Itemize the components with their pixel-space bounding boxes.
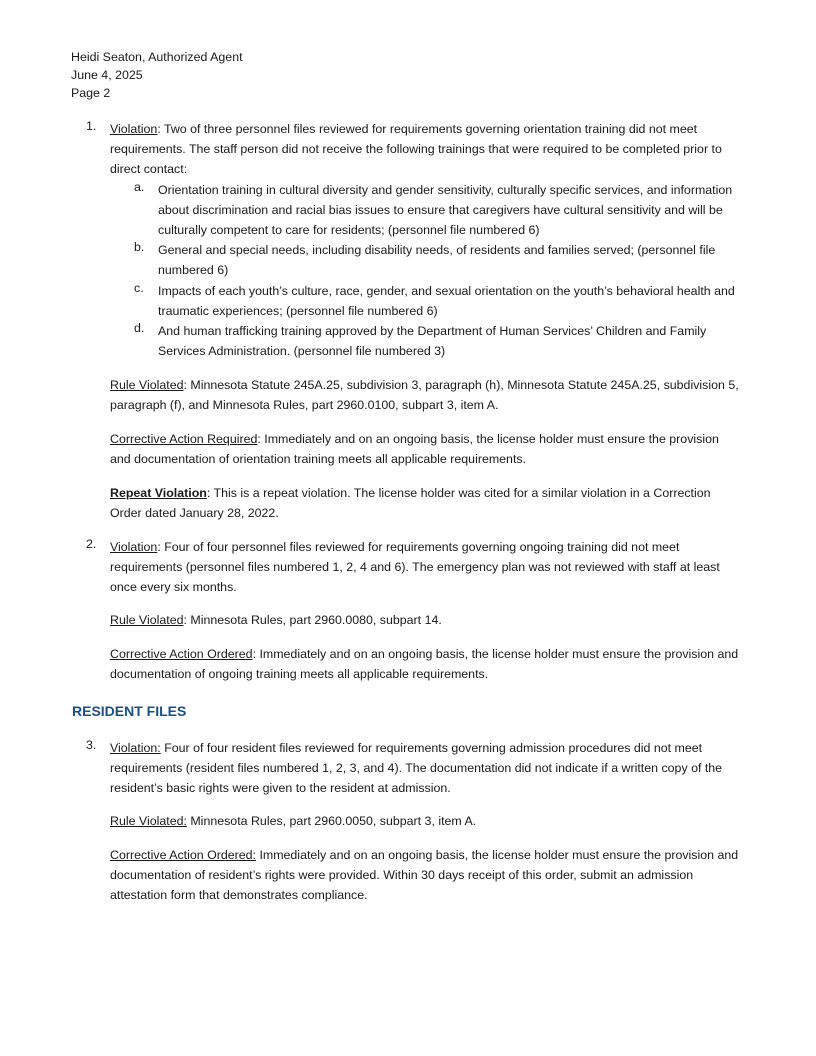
section-heading-resident-files: RESIDENT FILES — [72, 703, 187, 719]
subitem-text: General and special needs, including disability needs, of residents and families served; (personnel file numbered 6) — [158, 243, 716, 278]
violation-label: Violation — [110, 122, 158, 136]
rule-violated-paragraph — [110, 610, 742, 630]
subitem-letter: d. — [134, 321, 145, 335]
page-number: Page 2 — [71, 86, 111, 100]
rule-label: Rule Violated — [110, 378, 184, 392]
corrective-text: : Immediately and on an ongoing basis, the license holder must ensure the provision and documentation of orientation training meets all applicable requirements. — [110, 432, 719, 467]
rule-text: Minnesota Rules, part 2960.0050, subpart 3, item A. — [186, 814, 477, 828]
corrective-label: Corrective Action Ordered: — [110, 848, 256, 862]
corrective-label: Corrective Action Required — [110, 432, 258, 446]
letter-header — [71, 48, 243, 102]
repeat-label: Repeat Violation — [110, 486, 207, 500]
violation-paragraph — [110, 738, 742, 799]
corrective-text: Immediately and on an ongoing basis, the license holder must ensure the provision and documentation of resident’s rights were provided. Within 30 days receipt of this order, submit an admission attestation form that demonstrates compliance. — [110, 848, 739, 903]
subitem-text: Orientation training in cultural diversity and gender sensitivity, culturally specific services, and information about discrimination and racial bias issues to ensure that caregivers have cultural sensitivity and will be culturally competent to care for residents; (personnel file numbered 6) — [158, 183, 733, 238]
item-number: 1. — [86, 119, 97, 133]
violation-label: Violation: — [110, 741, 161, 755]
repeat-violation-paragraph — [110, 483, 742, 523]
recipient-name: Heidi Seaton, Authorized Agent — [71, 50, 243, 64]
corrective-action-paragraph — [110, 644, 742, 684]
violation-paragraph — [110, 119, 742, 180]
repeat-text: : This is a repeat violation. The license holder was cited for a similar violation in a Correction Order dated January 28, 2022. — [110, 486, 711, 521]
rule-label: Rule Violated — [110, 613, 184, 627]
rule-violated-paragraph — [110, 811, 742, 831]
item-number: 3. — [86, 738, 97, 752]
subitem-letter: a. — [134, 180, 145, 194]
subitem-text: And human trafficking training approved by the Department of Human Services’ Children and Family Services Administration. (personnel file numbered 3) — [158, 324, 707, 359]
subitem-letter: b. — [134, 240, 145, 254]
corrective-label: Corrective Action Ordered — [110, 647, 253, 661]
letter-date: June 4, 2025 — [71, 68, 143, 82]
violation-text: Four of four resident files reviewed for requirements governing admission procedures did not meet requirements (resident files numbered 1, 2, 3, and 4). The documentation did not indicate if a written copy of the resident’s basic rights were given to the resident at admission. — [110, 741, 723, 796]
rule-text: : Minnesota Rules, part 2960.0080, subpart 14. — [183, 613, 442, 627]
subitem-text: Impacts of each youth’s culture, race, gender, and sexual orientation on the youth’s behavioral health and traumatic experiences; (personnel file numbered 6) — [158, 284, 735, 319]
rule-violated-paragraph — [110, 375, 742, 415]
subitem-letter: c. — [134, 281, 144, 295]
violation-paragraph — [110, 537, 742, 598]
rule-text: : Minnesota Statute 245A.25, subdivision 3, paragraph (h), Minnesota Statute 245A.25, subdivision 5, paragraph (f), and Minnesota Rules, part 2960.0100, subpart 3, item A. — [110, 378, 739, 413]
corrective-action-paragraph — [110, 429, 742, 469]
violation-text: : Four of four personnel files reviewed for requirements governing ongoing training did not meet requirements (personnel files numbered 1, 2, 4 and 6). The emergency plan was not reviewed with staff at least once every six months. — [110, 540, 720, 595]
item-number: 2. — [86, 537, 97, 551]
rule-label: Rule Violated: — [110, 814, 187, 828]
corrective-text: : Immediately and on an ongoing basis, the license holder must ensure the provision and documentation of ongoing training meets all applicable requirements. — [110, 647, 739, 682]
corrective-action-paragraph — [110, 845, 742, 906]
violation-text: : Two of three personnel files reviewed for requirements governing orientation training did not meet requirements. The staff person did not receive the following trainings that were required to be completed prior to direct contact: — [110, 122, 722, 177]
violation-label: Violation — [110, 540, 158, 554]
